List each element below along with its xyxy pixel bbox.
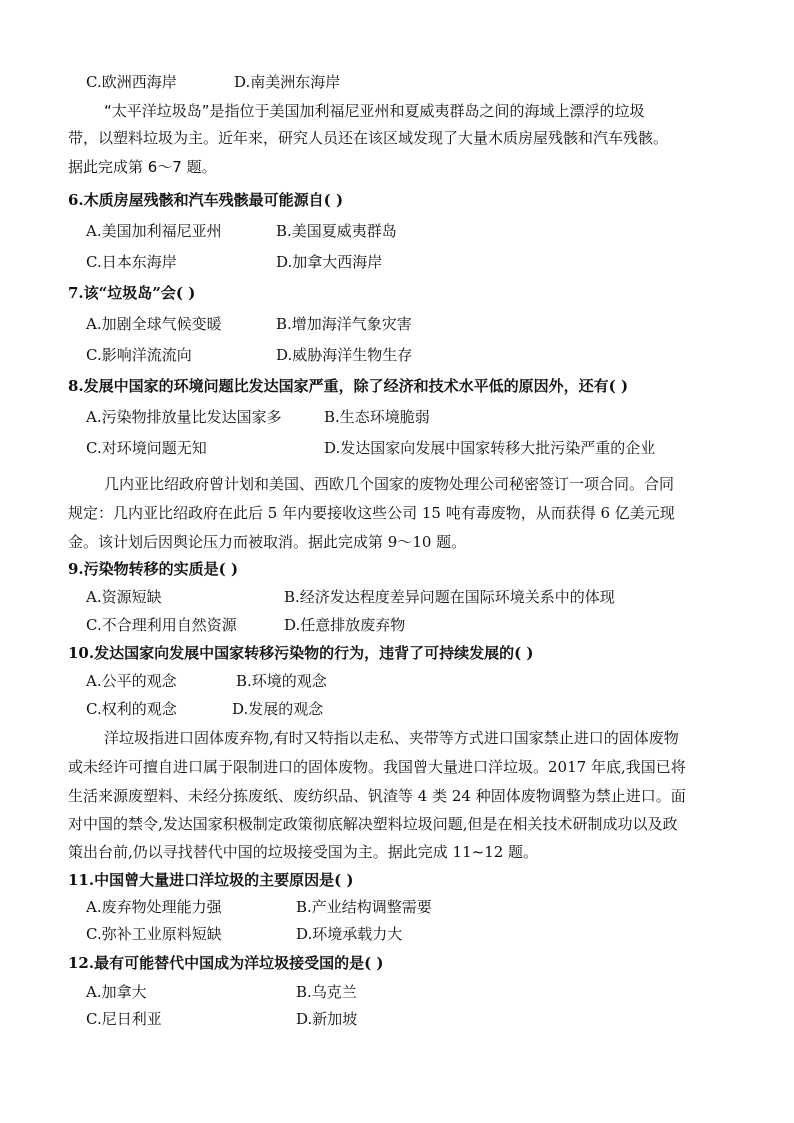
question-6-stem: 6.木质房屋残骸和汽车残骸最可能源自( ) [68,191,344,209]
question-7-option-c: C.影响洋流流向 [86,346,192,364]
question-8-stem: 8.发展中国家的环境问题比发达国家严重，除了经济和技术水平低的原因外，还有( ) [68,377,629,395]
question-11-stem: 11.中国曾大量进口洋垃圾的主要原因是( ) [68,871,354,889]
question-7-stem: 7.该“垃圾岛”会( ) [68,284,196,302]
passage1-line-2: 带，以塑料垃圾为主。近年来，研究人员还在该区域发现了大量木质房屋残骸和汽车残骸。 [68,129,669,147]
question-10-stem: 10.发达国家向发展中国家转移污染物的行为，违背了可持续发展的( ) [68,644,534,662]
question-6-option-c: C.日本东海岸 [86,253,177,271]
question-12-option-c: C.尼日利亚 [86,1010,162,1028]
question-7-option-d: D.威胁海洋生物生存 [276,346,413,364]
question-6-option-a: A.美国加利福尼亚州 [86,222,222,240]
question-12-option-d: D.新加坡 [296,1010,358,1028]
question-11-option-a: A.废弃物处理能力强 [86,898,222,916]
passage3-line-5: 策出台前,仍以寻找替代中国的垃圾接受国为主。据此完成 11~12 题。 [68,843,539,861]
question-8-option-a: A.污染物排放量比发达国家多 [86,408,282,426]
question-10-option-d: D.发展的观念 [232,700,324,718]
passage3-line-3: 生活来源废塑料、未经分拣废纸、废纺织品、钒渣等 4 类 24 种固体废物调整为禁止进口。面 [68,787,686,805]
question-10-option-b: B.环境的观念 [236,672,327,690]
question-12-stem: 12.最有可能替代中国成为洋垃圾接受国的是( ) [68,954,384,972]
question-12-option-a: A.加拿大 [86,983,147,1001]
passage3-line-2: 或未经许可擅自进口属于限制进口的固体废物。我国曾大量进口洋垃圾。2017 年底,我国已将 [68,758,686,776]
question-9-option-c: C.不合理利用自然资源 [86,616,237,634]
question-10-option-a: A.公平的观念 [86,672,177,690]
top-option-d: D.南美洲东海岸 [234,73,341,91]
question-10-option-c: C.权利的观念 [86,700,177,718]
question-12-option-b: B.乌克兰 [296,983,357,1001]
passage3-line-1: 洋垃圾指进口固体废弃物,有时又特指以走私、夹带等方式进口国家禁止进口的固体废物 [104,729,679,747]
question-8-option-c: C.对环境问题无知 [86,439,207,457]
question-7-option-b: B.增加海洋气象灾害 [276,315,412,333]
top-option-c: C.欧洲西海岸 [86,73,177,91]
passage3-line-4: 对中国的禁令,发达国家积极制定政策彻底解决塑料垃圾问题,但是在相关技术研制成功以及政 [68,815,678,833]
passage2-line-3: 金。该计划后因舆论压力而被取消。据此完成第 9～10 题。 [68,533,467,551]
question-8-option-d: D.发达国家向发展中国家转移大批污染严重的企业 [324,439,656,457]
question-9-stem: 9.污染物转移的实质是( ) [68,560,239,578]
passage1-line-3: 据此完成第 6～7 题。 [68,158,217,176]
passage1-line-1: “太平洋垃圾岛”是指位于美国加利福尼亚州和夏威夷群岛之间的海域上漂浮的垃圾 [104,102,645,120]
question-8-option-b: B.生态环境脆弱 [324,408,430,426]
question-11-option-c: C.弥补工业原料短缺 [86,925,222,943]
question-7-option-a: A.加剧全球气候变暖 [86,315,222,333]
question-9-option-a: A.资源短缺 [86,588,162,606]
passage2-line-2: 规定：几内亚比绍政府在此后 5 年内要接收这些公司 15 吨有毒废物，从而获得 6 亿美元现 [68,504,675,522]
question-6-option-b: B.美国夏威夷群岛 [276,222,397,240]
passage2-line-1: 几内亚比绍政府曾计划和美国、西欧几个国家的废物处理公司秘密签订一项合同。合同 [104,475,675,493]
question-11-option-b: B.产业结构调整需要 [296,898,432,916]
question-6-option-d: D.加拿大西海岸 [276,253,383,271]
question-9-option-b: B.经济发达程度差异问题在国际环境关系中的体现 [284,588,615,606]
question-9-option-d: D.任意排放废弃物 [284,616,406,634]
question-11-option-d: D.环境承载力大 [296,925,403,943]
